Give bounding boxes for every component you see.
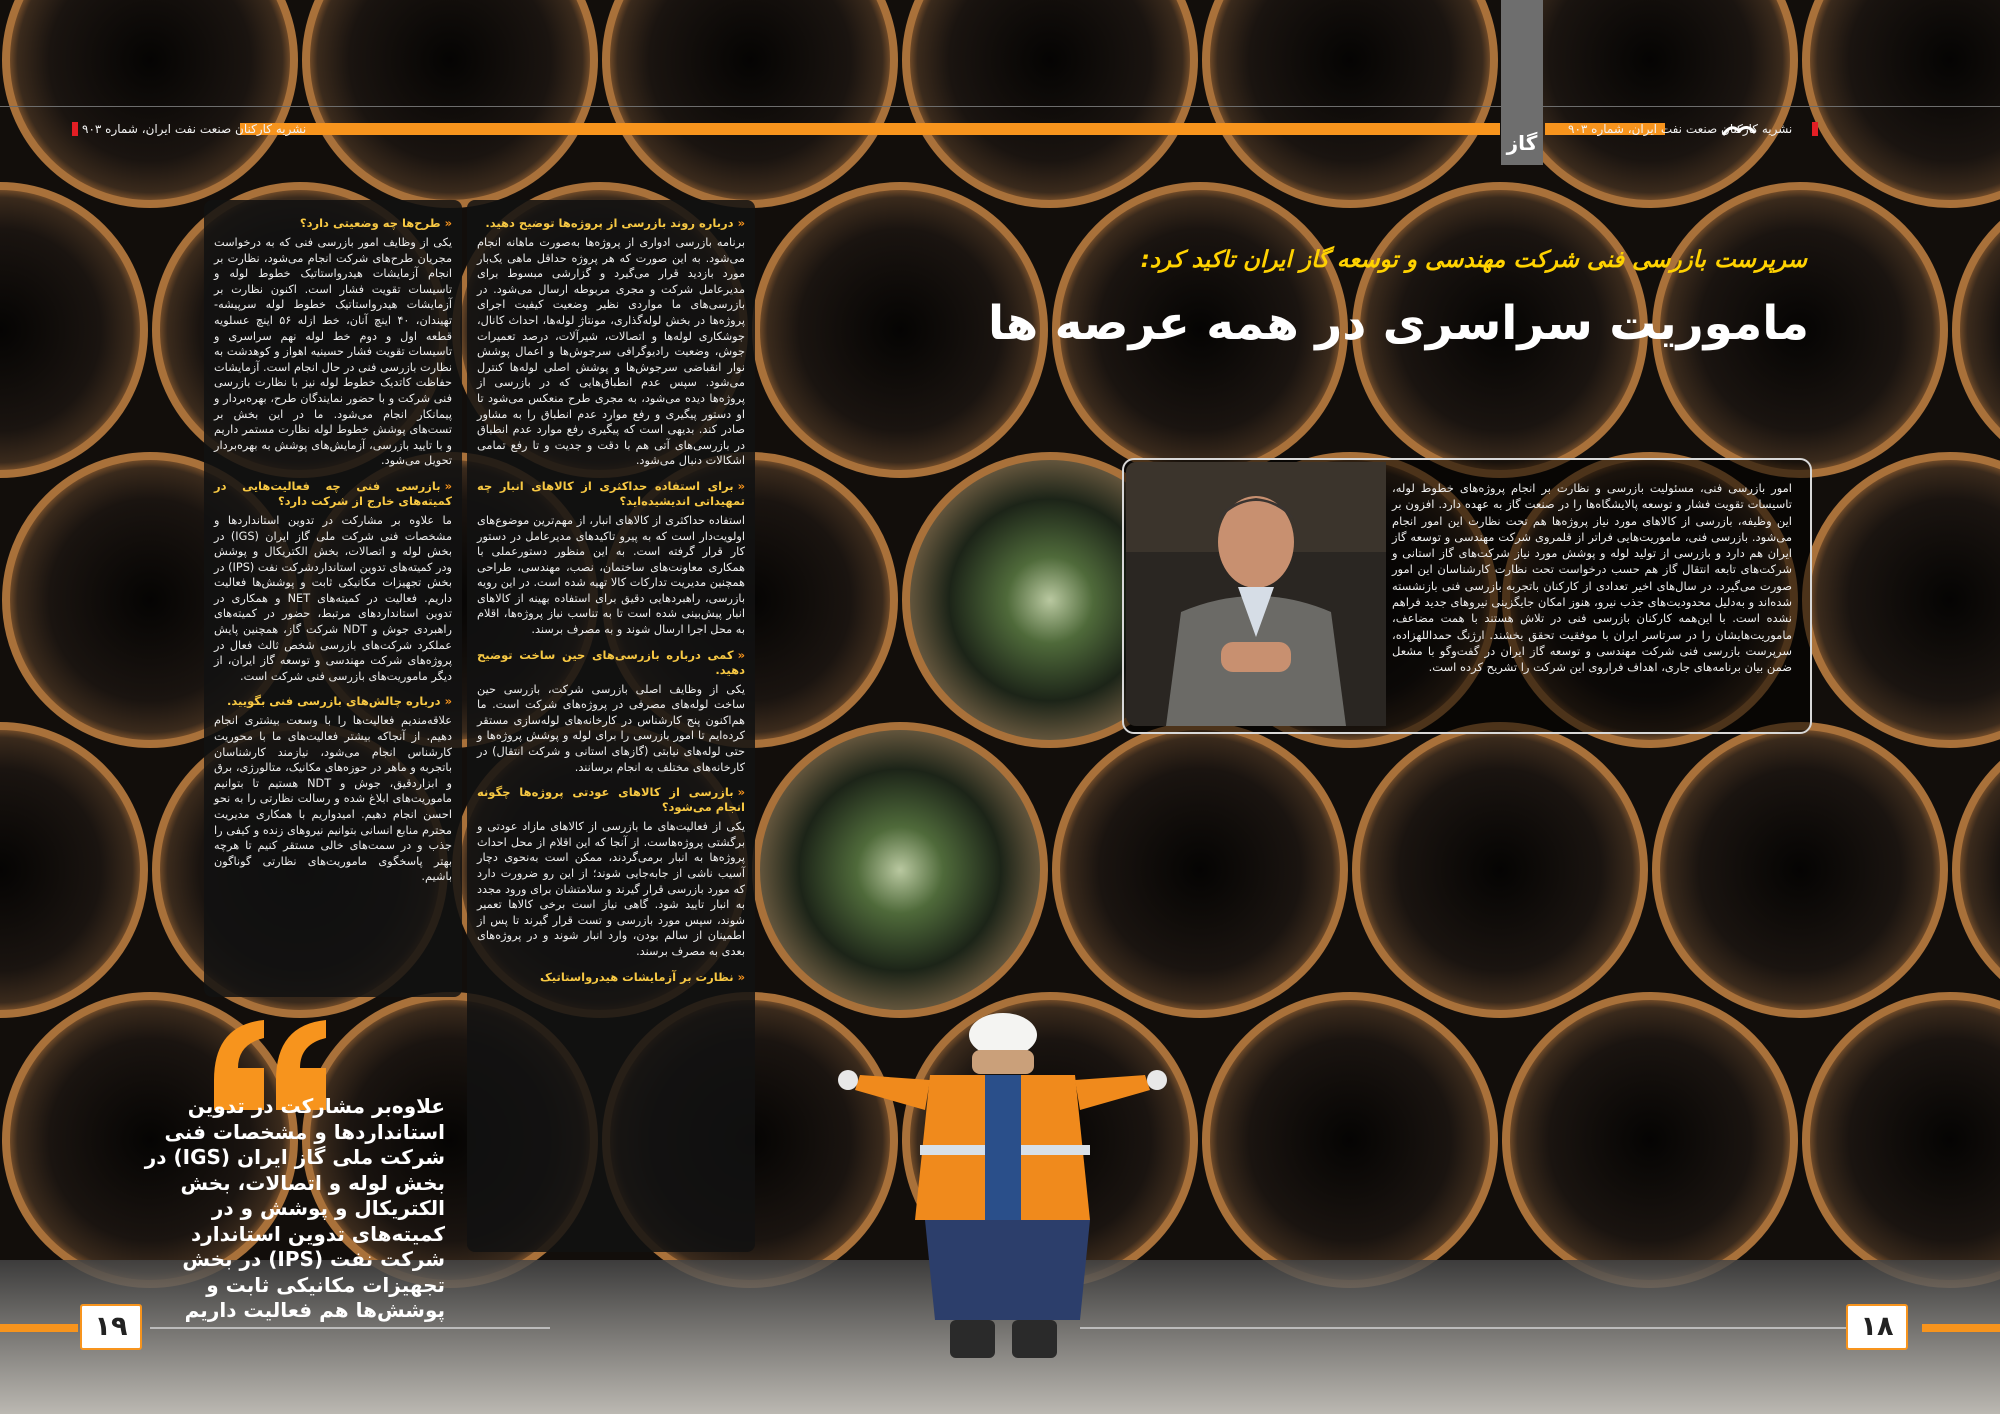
question-heading — [477, 970, 745, 985]
question-heading — [477, 479, 745, 509]
header-orange-bar — [240, 123, 1500, 135]
question-text: درباره روند بازرسی از پروژه‌ها توضیح دهید. — [485, 216, 734, 230]
article-headline: ماموریت سراسری در همه عرصه ها — [988, 296, 1809, 351]
chevron-icon: « — [737, 647, 745, 662]
answer-paragraph: یکی از وظایف امور بازرسی فنی که به درخواست مجریان طرح‌های شرکت انجام می‌شود، نظارت بر انجام آزمایشات هیدرواستاتیک خطوط لوله و تاسیسات تقویت فشار است. اکنون نظارت بر آزمایشات هیدرواستاتیک خطوط لوله سرپیشه-تهیندان، ۴۰ اینچ آنان، خط ازله ۵۶ اینچ عسلویه قطعه اول و دوم خط لوله نهم سراسری و تاسیسات تقویت فشار حسینیه اهواز و کوهدشت به نظارت بازرسی فنی در حال انجام است. آزمایشات حفاظت کاتدیک خطوط لوله نیز با نظارت بازرسی فنی شرکت و با حضور نمایندگان طرح، بهره‌بردار و پیمانکار انجام می‌شود. ما در این بخش بر تست‌های پوشش خطوط لوله نظارت مستمر داریم و با تایید بازرسی، آزمایش‌های پوشش به بهره‌بردار تحویل می‌شود. — [214, 236, 452, 468]
answer-paragraph: علاقه‌مندیم فعالیت‌ها را با وسعت بیشتری انجام دهیم. از آنجاکه بیشتر فعالیت‌های ما با محوریت کارشناس انجام می‌شود، نیازمند کارشناسان باتجربه و ماهر در حوزه‌های مکانیک، متالورژی، برق و ابزاردقیق، جوش و NDT هستیم تا بتوانیم ماموریت‌های ابلاغ شده و رسالت نظارتی را به نحو احسن انجام دهیم. امیدواریم با همکاری مدیریت محترم منابع انسانی بتوانیم نیروهای زنده و کیفی را جذب و در سمت‌های خالی مستقر کنیم تا هرچه بهتر پاسخگوی ماموریت‌های نظارتی گوناگون باشیم. — [214, 714, 452, 884]
question-heading — [214, 479, 452, 509]
mash-al-logo-icon — [1721, 121, 1757, 139]
chevron-icon: « — [444, 216, 452, 230]
answer-paragraph: برنامه بازرسی ادواری از پروژه‌ها به‌صورت ماهانه انجام می‌شود. به این صورت که هر پروژه حداقل ماهی یک‌بار مورد بازدید قرار می‌گیرد و گزارشی مبسوط برای مدیرعامل شرکت و مجری مربوطه ارسال می‌شود. در بازرسی‌های ما مواردی نظیر وضعیت کیفیت اجرای پروژه‌ها در بخش لوله‌گذاری، مونتاژ لوله‌ها، احداث کانال، جوشکاری لوله‌ها و اتصالات، شیرآلات، درصد تعمیرات جوش، وضعیت رادیوگرافی سرجوش‌ها و اعمال پوشش نوار انقباضی سرجوش‌ها و پوشش اصلی لوله‌ها کنترل می‌شود. سپس عدم انطباق‌هایی که در بازرسی از پروژه‌ها دیده می‌شود، به مجری طرح منعکس می‌شود تا او دستور پیگیری و رفع موارد عدم انطباق را به مشاور صادر کند. بدیهی است که پیگیری رفع موارد عدم انطباق در بازرسی‌های آتی هم با دقت و جدیت و تا رفع تمامی اشکالات دنبال می‌شود. — [477, 236, 745, 468]
answer-paragraph: استفاده حداکثری از کالاهای انبار، از مهم‌ترین موضوع‌های اولویت‌دار است که به پیرو تاکیدهای مدیرعامل در دستور کار قرار گرفته است. به این منظور دستورعملی با همکاری معاونت‌های ساختمان، نصب، مهندسی، طراحی همچنین مدیریت تدارکات کالا تهیه شده است. در این رویه بازرسی، راهبردهایی دقیق برای استفاده بهینه از کالاهای انبار پیش‌بینی شده است تا به تناسب نیاز پروژه‌ها، اقلام به محل اجرا ارسال شوند و به مصرف برسند. — [477, 513, 745, 637]
question-heading — [214, 216, 452, 231]
footer-orange-right — [1922, 1324, 2000, 1332]
footer-rule-left — [150, 1327, 550, 1329]
pipe-opening — [1506, 996, 1794, 1284]
question-text: کمی درباره بازرسی‌های حین ساخت توضیح دهید. — [477, 647, 745, 677]
question-text: بازرسی از کالاهای عودتی پروژه‌ها چگونه انجام می‌شود؟ — [477, 785, 745, 815]
page-number-right: ۱۸ — [1846, 1304, 1908, 1350]
question-text: درباره چالش‌های بازرسی فنی بگویید. — [227, 694, 441, 709]
chevron-icon: « — [737, 216, 745, 230]
answer-paragraph: یکی از فعالیت‌های ما بازرسی از کالاهای مازاد عودتی و برگشتی پروژه‌هاست. از آنجا که این اقلام از محل احداث پروژه‌ها به انبار برمی‌گردند، ممکن است به‌نحوی دچار آسیب ناشی از جابه‌جایی شوند؛ از این رو ضرورت دارد که مورد بازرسی قرار گیرند و سلامتشان برای ورود مجدد به انبار تایید شود. گاهی نیاز است برخی کالاها تعمیر شوند، سپس مورد بازرسی و تست قرار گیرند تا پس از اطمینان از سالم بودن، وارد انبار شوند و در پروژه‌های بعدی به مصرف برسند. — [477, 820, 745, 958]
header-rule — [0, 106, 2000, 107]
question-heading — [477, 216, 745, 231]
pipe-opening — [1206, 996, 1494, 1284]
text-column-right — [467, 200, 755, 1252]
intro-paragraph: امور بازرسی فنی، مسئولیت بازرسی و نظارت بر انجام پروژه‌های خطوط لوله، تاسیسات تقویت فشار و توسعه پالایشگاه‌ها را در صنعت گاز به عهده دارد. افزون بر این وظیفه، بازرسی از کالاهای مورد نیاز پروژه‌ها هم تحت نظارت این امور انجام می‌شود. بازرسی فنی، ماموریت‌هایی فراتر از قلمروی شرکت مهندسی و توسعه گاز ایران هم دارد و بازرسی از تولید لوله و پوشش مورد نیاز شرکت‌های گاز استانی و شرکت‌های تابعه انتقال گاز هم حسب درخواست تحت نظارت کارشناسان این امور صورت می‌گیرد. در سال‌های اخیر تعدادی از کارکنان باتجربه بازرسی فنی بازنشسته شده‌اند و به‌دلیل محدودیت‌های جذب نیرو، هنوز امکان جایگزینی نیروهای جدید فراهم نشده است. با این‌همه کارکنان بازرسی فنی در تلاش هستند با همت مضاعف، ماموریت‌هایشان را در سرتاسر ایران با موفقیت تحقق بخشند. ارژنگ حمداللهزاده، سرپرست بازرسی فنی شرکت مهندسی و توسعه گاز ایران در گفت‌وگو با مشعل ضمن بیان برنامه‌های جاری، اهداف فراروی این شرکت را تشریح کرده است. — [1392, 481, 1792, 675]
article-kicker: سرپرست بازرسی فنی شرکت مهندسی و توسعه گاز ایران تاکید کرد: — [1140, 247, 1807, 273]
section-tab — [1501, 0, 1543, 165]
footer-orange-left — [0, 1324, 78, 1332]
header-red-tick-right — [1812, 122, 1818, 136]
section-tab-label: گاز — [1506, 131, 1538, 155]
chevron-icon: « — [737, 969, 745, 984]
pull-quote: علاوه‌بر مشارکت در تدوین استانداردها و مشخصات فنی شرکت ملی گاز ایران (IGS) در بخش لوله و اتصالات، بخش الکتریکال و پوشش و در کمیته‌های تدوین استاندارد شرکت نفت (IPS) در بخش تجهیزات مکانیکی ثابت و پوشش‌ها هم فعالیت داریم — [144, 1094, 445, 1322]
question-heading — [214, 694, 452, 709]
question-text: برای استفاده حداکثری از کالاهای انبار چه تمهیداتی اندیشیده‌اید؟ — [477, 478, 745, 508]
page-number-left: ۱۹ — [80, 1304, 142, 1350]
header-red-tick-left — [72, 122, 78, 136]
answer-paragraph: ما علاوه بر مشارکت در تدوین استانداردها و مشخصات فنی شرکت ملی گاز ایران (IGS) در بخش لوله و اتصالات، بخش الکتریکال و پوشش ودر کمیته‌های تدوین استانداردشرکت نفت (IPS) در بخش تجهیزات مکانیکی ثابت و پوشش‌ها فعالیت داریم. فعالیت در کمیته‌های NET و همکاری در تدوین استانداردهای مرتبط، حضور در کمیته‌های راهبردی جوش و NDT شرکت گاز، همچنین پایش عملکرد شرکت‌های بازرسی شخص ثالث فعال در پروژه‌های شرکت مهندسی و توسعه گاز ایران، از دیگر ماموریت‌های بازرسی فنی شرکت است. — [214, 513, 453, 683]
issue-line-right: نشریه کارکنان صنعت نفت ایران، شماره ۹۰۳ — [1568, 122, 1793, 136]
chevron-icon: « — [444, 694, 452, 709]
chevron-icon: « — [444, 478, 452, 493]
pipe-opening — [1356, 726, 1644, 1014]
chevron-icon: « — [737, 785, 745, 800]
question-text: نظارت بر آزمایشات هیدرواستاتیک — [540, 969, 734, 984]
footer-rule-right — [1080, 1327, 1850, 1329]
pipe-opening — [1656, 726, 1944, 1014]
question-text: طرح‌ها چه وضعیتی دارد؟ — [299, 216, 441, 230]
question-heading — [477, 785, 745, 815]
chevron-icon: « — [737, 478, 745, 493]
issue-line-left: نشریه کارکنان صنعت نفت ایران، شماره ۹۰۳ — [82, 122, 307, 136]
pipe-opening — [756, 726, 1044, 1014]
answer-paragraph: یکی از وظایف اصلی بازرسی شرکت، بازرسی حین ساخت لوله‌های مصرفی در پروژه‌های شرکت است. ما هم‌اکنون پنج کارشناس در کارخانه‌های لوله‌سازی مستقر کرده‌ایم تا امور بازرسی را برای لوله و پوشش پروژه‌ها و حتی لوله‌های نیابتی (گازهای استانی و شرکت انتقال) در کارخانه‌های مختلف به انجام برسانند. — [477, 682, 745, 774]
pipe-opening — [1056, 726, 1344, 1014]
text-column-left — [204, 200, 462, 997]
question-heading — [477, 648, 745, 678]
interviewee-portrait — [1126, 462, 1386, 726]
question-text: بازرسی فنی چه فعالیت‌هایی در کمیته‌های خارج از شرکت دارد؟ — [214, 478, 452, 508]
